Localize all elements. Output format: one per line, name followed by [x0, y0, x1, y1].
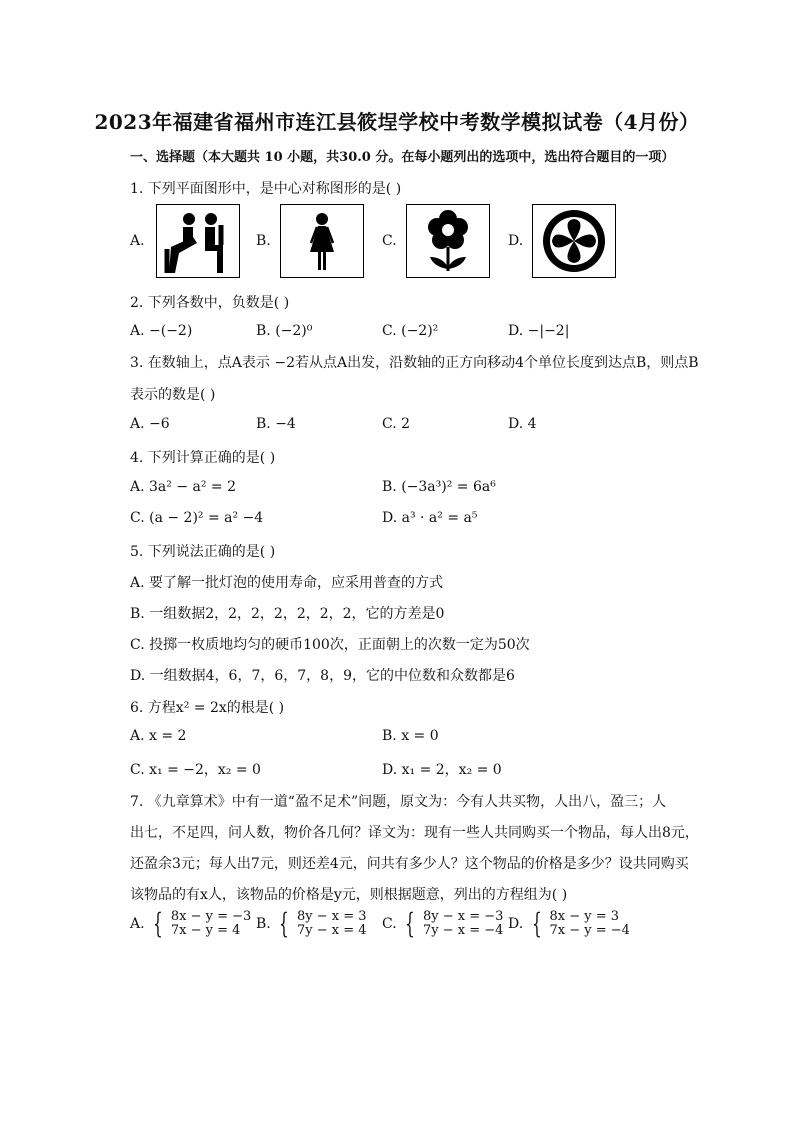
question-7-line2: 出七，不足四，问人数，物价各几何？译文为：现有一些人共同购买一个物品，每人出8元，: [130, 825, 699, 841]
four-petal-circle-icon: [532, 204, 616, 278]
q7-option-c[interactable]: [382, 907, 504, 940]
equation-system: [171, 910, 251, 938]
woman-restroom-icon: [280, 204, 364, 278]
question-7-line3: 还盈余3元；每人出7元，则还差4元，问共有多少人？这个物品的价格是多少？设共同购买: [130, 856, 689, 872]
q4-option-c[interactable]: C. (a − 2)² = a² −4: [130, 510, 264, 526]
page-title: 2023年福建省福州市连江县筱埕学校中考数学模拟试卷（4月份）: [94, 110, 700, 134]
q6-option-a[interactable]: A. x = 2: [130, 728, 187, 744]
q5-option-b[interactable]: B. 一组数据2，2，2，2，2，2，2，它的方差是0: [130, 606, 445, 622]
q1-option-d-label[interactable]: D.: [508, 233, 524, 249]
brace-symbol: {: [405, 907, 415, 940]
q2-option-c[interactable]: C. (−2)²: [382, 323, 439, 339]
question-3-stem-line2: 表示的数是( ): [130, 387, 216, 403]
equation-row: 7x − y = −4: [549, 923, 630, 938]
question-7-line4: 该物品的有x人，该物品的价格是y元，则根据题意，列出的方程组为( ): [130, 887, 568, 903]
q1-option-b-label[interactable]: B.: [256, 233, 271, 249]
q4-option-b[interactable]: B. (−3a³)² = 6a⁶: [382, 479, 496, 495]
q6-option-d[interactable]: D. x₁ = 2，x₂ = 0: [382, 762, 502, 778]
q5-option-d[interactable]: D. 一组数据4，6，7，6，7，8，9，它的中位数和众数都是6: [130, 668, 515, 684]
q5-option-a[interactable]: A. 要了解一批灯泡的使用寿命，应采用普查的方式: [130, 575, 444, 591]
question-4-stem: 4. 下列计算正确的是( ): [130, 450, 276, 466]
brace-symbol: {: [531, 907, 542, 940]
q4-option-d[interactable]: D. a³ · a² = a⁵: [382, 510, 478, 526]
question-6-stem: 6. 方程x² = 2x的根是( ): [130, 700, 285, 716]
q7-option-b-label: B.: [256, 916, 271, 932]
brace-symbol: {: [279, 907, 290, 940]
q7-option-b[interactable]: [256, 907, 367, 940]
equation-system: [549, 910, 629, 938]
section-heading: 一、选择题（本大题共 10 小题，共30.0 分。在每小题列出的选项中，选出符合题目的一项）: [130, 150, 675, 165]
flower-icon: [406, 204, 490, 278]
equation-row: 8y − x = −3: [422, 909, 504, 924]
equation-row: 8y − x = 3: [297, 909, 367, 924]
equation-system: [297, 910, 367, 938]
q7-option-a-label: A.: [130, 916, 145, 932]
q3-option-b[interactable]: B. −4: [256, 416, 296, 432]
q7-option-a[interactable]: [130, 907, 252, 940]
equation-row: 7y − x = −4: [422, 923, 504, 938]
q2-option-d[interactable]: D. −|−2|: [508, 323, 570, 339]
equation-row: 8x − y = 3: [549, 909, 620, 924]
q7-option-d-label: D.: [508, 916, 524, 932]
question-3-stem-line1: 3. 在数轴上，点A表示 −2若从点A出发，沿数轴的正方向移动4个单位长度到达点B，则点B: [130, 355, 699, 371]
question-2-stem: 2. 下列各数中，负数是( ): [130, 295, 290, 311]
brace-symbol: {: [153, 907, 163, 940]
question-1-stem: 1. 下列平面图形中，是中心对称图形的是( ): [130, 181, 402, 197]
q6-option-b[interactable]: B. x = 0: [382, 728, 439, 744]
q3-option-d[interactable]: D. 4: [508, 416, 537, 432]
question-5-stem: 5. 下列说法正确的是( ): [130, 544, 276, 560]
q3-option-c[interactable]: C. 2: [382, 416, 411, 432]
q1-option-c-label[interactable]: C.: [382, 233, 397, 249]
sitting-people-icon: [156, 204, 240, 278]
equation-system: [423, 910, 503, 938]
q7-option-c-label: C.: [382, 916, 397, 932]
equation-row: 7y − x = 4: [297, 923, 367, 938]
q7-option-d[interactable]: [508, 907, 630, 940]
question-7-line1: 7. 《九章算术》中有一道“盈不足术”问题，原文为：今有人共买物，人出八，盈三；人: [130, 794, 667, 810]
q6-option-c[interactable]: C. x₁ = −2，x₂ = 0: [130, 762, 261, 778]
equation-row: 7x − y = 4: [170, 923, 241, 938]
q4-option-a[interactable]: A. 3a² − a² = 2: [130, 479, 237, 495]
q3-option-a[interactable]: A. −6: [130, 416, 170, 432]
q1-option-a-label[interactable]: A.: [130, 233, 145, 249]
q5-option-c[interactable]: C. 投掷一枚质地均匀的硬币100次，正面朝上的次数一定为50次: [130, 637, 530, 653]
q2-option-b[interactable]: B. (−2)⁰: [256, 323, 313, 339]
q2-option-a[interactable]: A. −(−2): [130, 323, 193, 339]
equation-row: 8x − y = −3: [170, 909, 252, 924]
